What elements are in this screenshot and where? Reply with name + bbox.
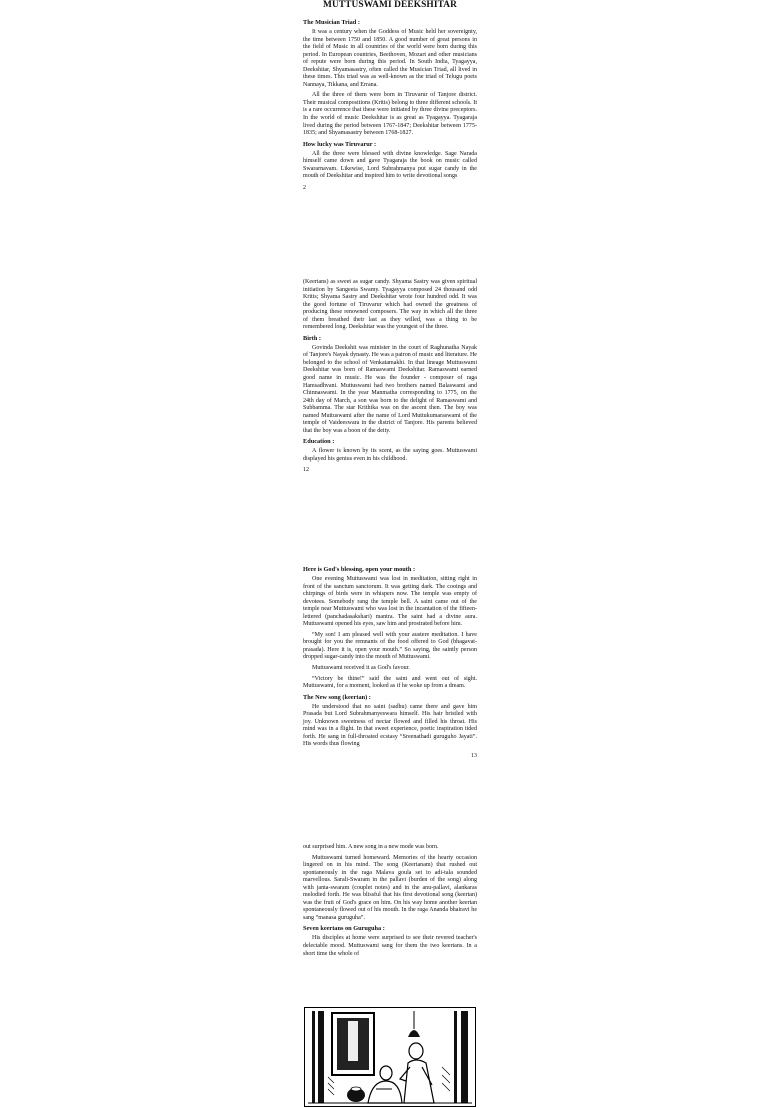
paragraph: Muttuswami received it as God's favour. xyxy=(312,665,410,672)
heading-seven-keertans: Seven keertans on Guruguha : xyxy=(303,925,385,933)
paragraph: out surprised him. A new song in a new mode was born. xyxy=(303,844,439,850)
page-number: 13 xyxy=(471,752,477,759)
paragraph: All the three were blessed with divine knowledge. Sage Narada himself came down and gave Tyagaraja the book on music called Swararnavam. Likewise, Lord Subrahmanya put sugar candy in the mouth of Deekshitar and inspired him to write devotional songs xyxy=(303,150,477,180)
paragraph: (Keertans) as sweet as sugar candy. Shyama Sastry was given spiritual initiation by Sangeeta Swamy. Tyagayya composed 24 thousand odd Kritis; Shyama Sastry and Deekshitar wrote four hundred odd. It was the good fortune of Tiruvarur which had owned the greatness of producing these renowned composers. The way in which all the three of them breathed their last as they willed, was a thing to be remembered long. Deekshitar was the youngest of the three. xyxy=(303,279,477,331)
book-title: MUTTUSWAMI DEEKSHITAR xyxy=(323,0,457,10)
paragraph: He understood that no saint (sadhu) came there and gave him Prasada but Lord Subrahmanyeswara himself. His hair bristled with joy. Unknown sweetness of nectar flowed and filled his throat. His mind was in a flight. In that sweet experience, poetic inspiration tided forth. He sang in full-throated ecstasy “Sreenathadi guruguho Jayati”. His words thus flowing xyxy=(303,703,477,748)
page-section-4 xyxy=(303,844,477,961)
page-number: 12 xyxy=(303,467,309,474)
paragraph: It was a century when the Goddess of Music held her sovereignty, the time between 1750 and 1850. A good number of great persons in the field of Music in all countries of the world were born during this period. In European countries, Beethoven, Mozart and other musicians of repute were born during this period. In South India, Tyagayya, Deekshitar, Shyamasastry, often called the Musician Triad, all lived in these times. This triad was as well-known as the triad of Telugu poets Nannaya, Tikkana, and Errana. xyxy=(303,29,477,88)
page-number: 2 xyxy=(303,184,306,191)
page-section-3 xyxy=(303,566,477,760)
page-section-1 xyxy=(303,19,477,192)
paragraph: One evening Muttuswami was lost in meditation, sitting right in front of the sanctum sanctorum. It was getting dark. The cooings and chirpings of birds were in whispers now. The temple was empty of devotees. Somebody rang the temple bell. A saint came out of the temple near Muttuswami who was lost in the incantation of the fifteen-lettered (panchadasakshari) mantra. The saint had a divine aura. Muttuswami opened his eyes, saw him and prostrated before him. xyxy=(303,576,477,628)
paragraph: “Victory be thine!” said the saint and went out of sight. Muttuswami, for a moment, looked as if he woke up from a dream. xyxy=(303,675,477,690)
heading-education: Education : xyxy=(303,438,335,446)
heading-birth: Birth : xyxy=(303,334,322,342)
paragraph: Govinda Deekshit was minister in the court of Raghunatha Nayak of Tanjore's Nayak dynasty. He was a patron of music and literature. He belonged to the school of Venkatamakhi. In that lineage Muttuswami Deekshitar was born of Ramaswami Deekshitar. Ramaswami earned good name in music. He was the founder - composer of raga Hamsadhvani. Muttuswami had two brothers named Balaswami and Chinnaswami. In the year Manmatha corresponding to 1775, on the 24th day of March, a son was born to the delight of Ramaswami and Subbamma. The star Krithika was on the ascent then. The boy was named Muttuswami after the name of Lord Muttukumaraswami of the temple of Vaideeswara in the district of Tanjore. His parents believed that the boy was a boon of the deity. xyxy=(303,344,477,434)
heading-gods-blessing: Here is God's blessing, open your mouth : xyxy=(303,566,416,573)
page-section-2 xyxy=(303,279,477,474)
paragraph: All the three of them were born in Tiruvarur of Tanjore district. Their musical compositions (Kritis) belong to three different schools. It is a rare occurrence that these were initiated by three divine preceptors. In the world of music Deekshitar is as great as Tyagayya. Tyagaraja lived during the period between 1767-1847; Deekshitar between 1775-1835; and Shyamasastry between 1768-1827. xyxy=(303,92,477,137)
heading-musician-triad: The Musician Triad : xyxy=(303,19,360,26)
paragraph: A flower is known by its scent, as the saying goes. Muttuswami displayed his genius even in his childhood. xyxy=(303,448,477,462)
heading-new-song: The New song (keertan) : xyxy=(303,693,371,701)
paragraph: Muttuswami turned homeward. Memories of the hearty occasion lingered on in his mind. The song (Keertanam) that rushed out spontaneously in the raga Malava goula set to adi-tala sounded marvellous. Sarali-Swaram in the pallavi (burden of the song) along with janta-swaram (couplet notes) and in the anu-pallavi, alankaras melodied forth. He was blissful that his first devotional song (keertan) was the fruit of God's grace on him. On his way home another keertan spontaneously flowed out of his mouth. In the raga Ananda bhairavi he sang “manasa guruguha”. xyxy=(303,854,477,921)
heading-how-lucky: How lucky was Tiruvarur : xyxy=(303,140,377,148)
paragraph: His disciples at home were surprised to see their revered teacher's delectable mood. Muttuswami sang for them the two keertans. In a short time the whole of xyxy=(303,935,477,957)
temple-scene-illustration xyxy=(304,1007,476,1107)
paragraph: “My son! I am pleased well with your austere meditation. I have brought for you the remnants of the food offered to God (bhagavat-prasada). Here it is, open your mouth.” So saying, the saintly person dropped sugar-candy into the mouth of Muttuswami. xyxy=(303,631,477,661)
